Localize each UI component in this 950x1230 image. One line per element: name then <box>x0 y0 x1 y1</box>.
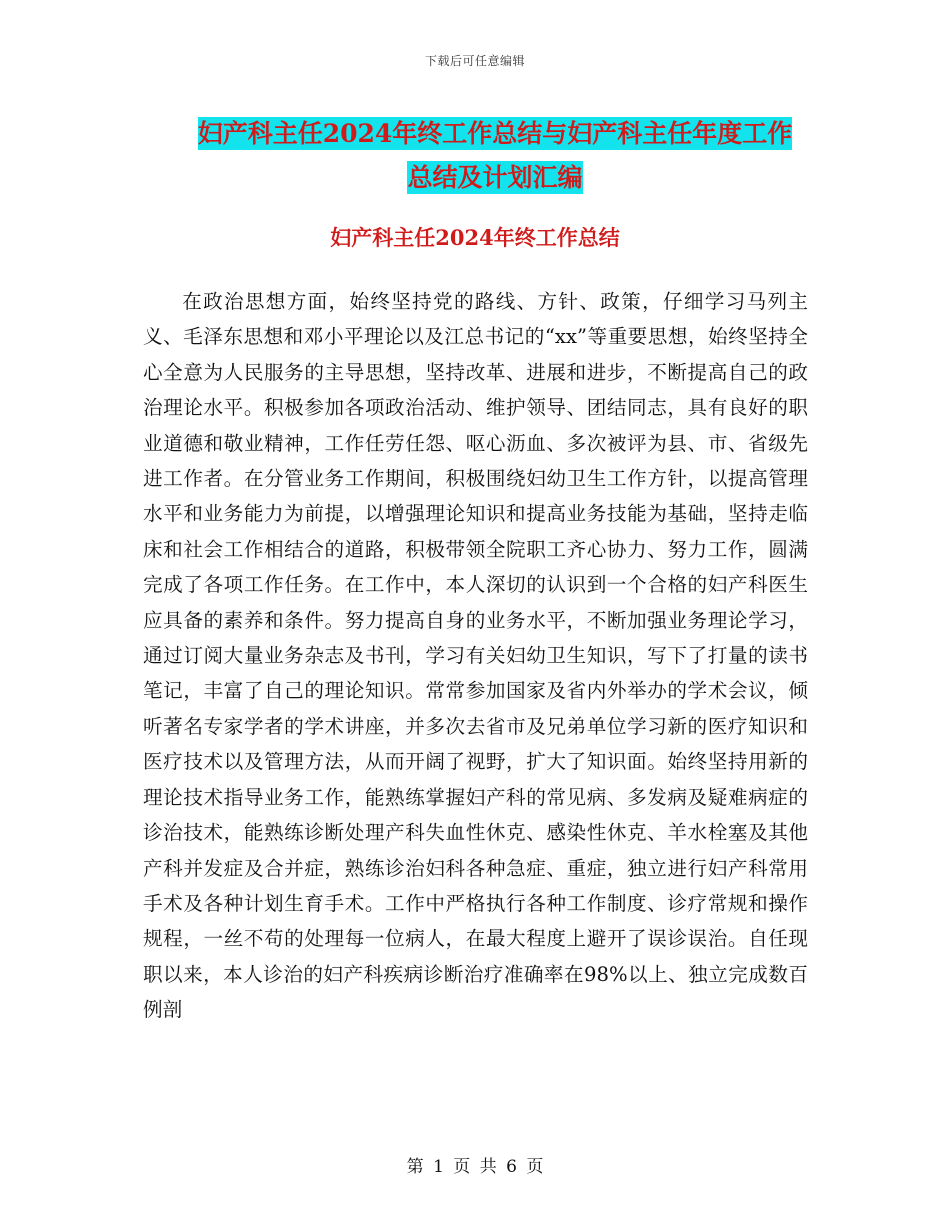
main-title-line-1: 妇产科主任2024年终工作总结与妇产科主任年度工作 <box>197 119 793 148</box>
page-number: 第 1 页 共 6 页 <box>406 1157 544 1177</box>
body-paragraph: 在政治思想方面，始终坚持党的路线、方针、政策，仔细学习马列主义、毛泽东思想和邓小平理论以及江总书记的“xx”等重要思想，始终坚持全心全意为人民服务的主导思想，坚持改革、进展和进步，不断提高自己的政治理论水平。积极参加各项政治活动、维护领导、团结同志，具有良好的职业道德和敬业精神，工作任劳任怨、呕心沥血、多次被评为县、市、省级先进工作者。在分管业务工作期间，积极围绕妇幼卫生工作方针，以提高管理水平和业务能力为前提，以增强理论知识和提高业务技能为基础，坚持走临床和社会工作相结合的道路，积极带领全院职工齐心协力、努力工作，圆满完成了各项工作任务。在工作中，本人深切的认识到一个合格的妇产科医生应具备的素养和条件。努力提高自身的业务水平，不断加强业务理论学习，通过订阅大量业务杂志及书刊，学习有关妇幼卫生知识，写下了打量的读书笔记，丰富了自己的理论知识。常常参加国家及省内外举办的学术会议，倾听著名专家学者的学术讲座，并多次去省市及兄弟单位学习新的医疗知识和医疗技术以及管理方法，从而开阔了视野，扩大了知识面。始终坚持用新的理论技术指导业务工作，能熟练掌握妇产科的常见病、多发病及疑难病症的诊治技术，能熟练诊断处理产科失血性休克、感染性休克、羊水栓塞及其他产科并发症及合并症，熟练诊治妇科各种急症、重症，独立进行妇产科常用手术及各种计划生育手术。工作中严格执行各种工作制度、诊疗常规和操作规程，一丝不苟的处理每一位病人，在最大程度上避开了误诊误治。自任现职以来，本人诊治的妇产科疾病诊断治疗准确率在98%以上、独立完成数百例剖 <box>143 290 808 1022</box>
main-title-line-2: 总结及计划汇编 <box>407 163 583 192</box>
header-note: 下载后可任意编辑 <box>424 54 525 68</box>
section-title: 妇产科主任2024年终工作总结 <box>330 225 620 250</box>
main-title <box>140 112 850 200</box>
